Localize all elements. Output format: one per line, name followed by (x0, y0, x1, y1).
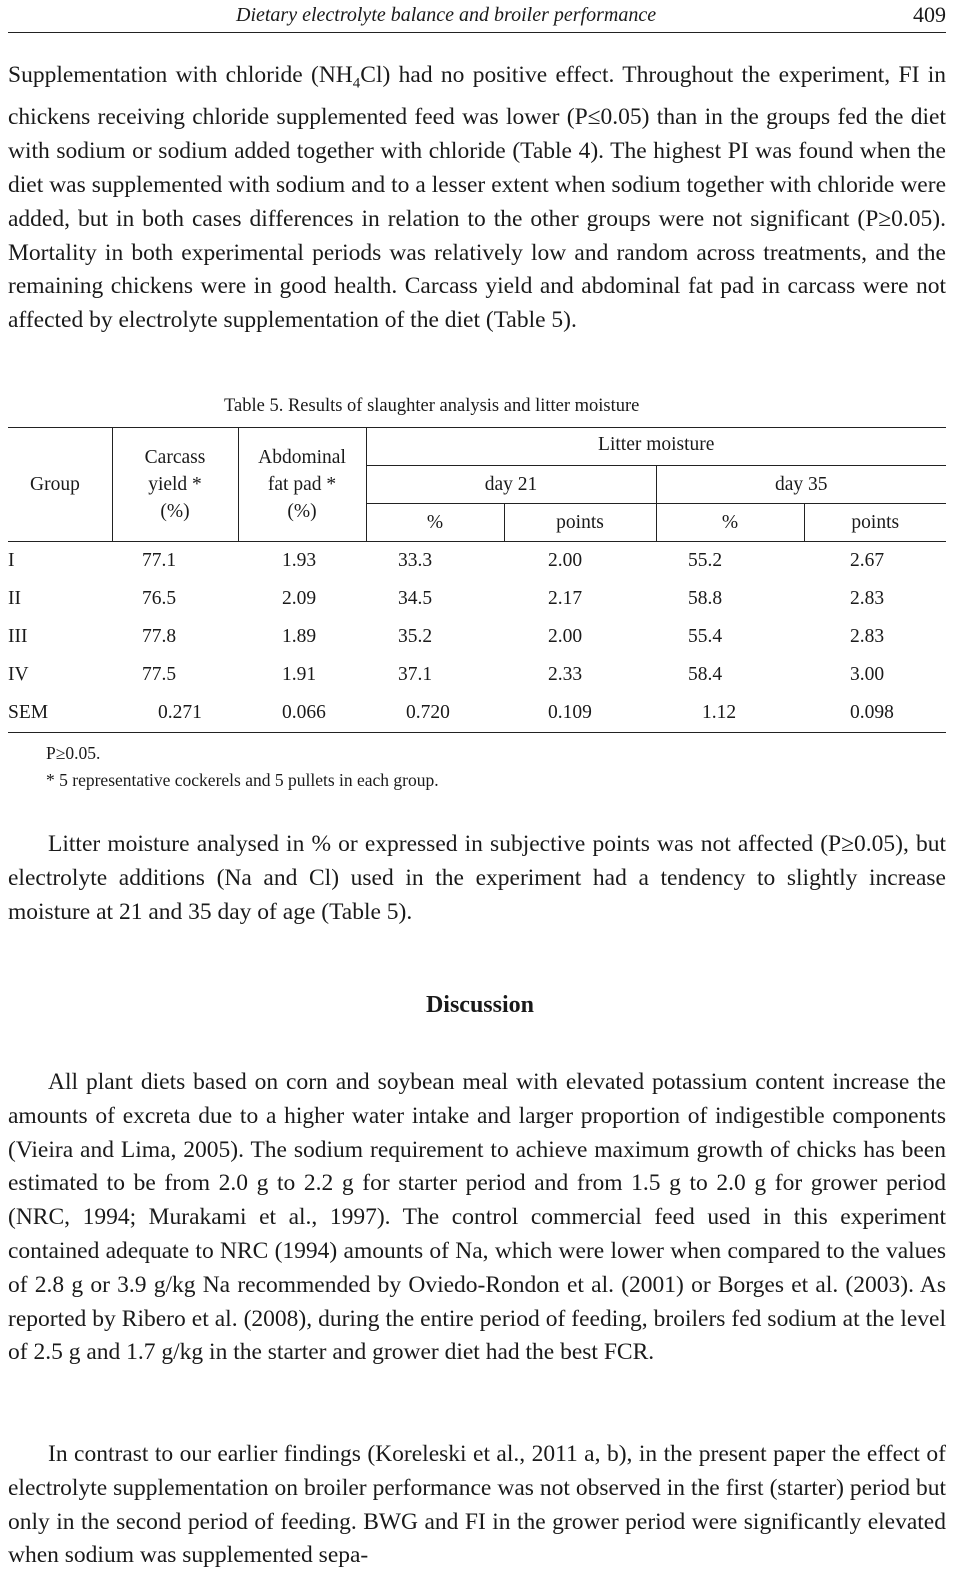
cell-group: II (8, 588, 21, 609)
cell-d21-points: 2.17 (548, 588, 583, 609)
cell-d35-percent: 1.12 (702, 702, 737, 723)
cell-d21-percent: 34.5 (398, 588, 433, 609)
cell-d35-points: 2.83 (850, 588, 885, 609)
cell-d35-points: 0.098 (850, 702, 894, 723)
cell-carcass: 77.5 (142, 664, 177, 685)
header-fat-line1: Abdominal (258, 447, 346, 468)
running-title: Dietary electrolyte balance and broiler performance (236, 4, 657, 26)
cell-group: III (8, 626, 28, 647)
footnote-significance: P≥0.05. (46, 743, 101, 763)
paragraph-litter: Litter moisture analysed in % or expressed in subjective points was not affected (P≥0.05), but electrolyte additions (Na and Cl) used in the experiment had a tendency to slightly increase moisture at 21 and 35 day of age (Table 5). (8, 831, 946, 925)
cell-carcass: 77.1 (142, 550, 177, 571)
cell-d35-points: 2.83 (850, 626, 885, 647)
discussion-paragraph-1: All plant diets based on corn and soybean meal with elevated potassium content increase the amounts of excreta due to a higher water intake and larger proportion of indigestible components (Vieira and Lima, 2005). The sodium requirement to achieve maximum growth of chicks has been estimated to be from 2.0 g to 2.2 g for starter period and from 1.5 g to 2.0 g for grower period (NRC, 1994; Murakami et al., 1997). The control commercial feed used in this experiment contained adequate to NRC (1994) amounts of Na, which were lower when compared to the values of 2.8 g or 3.9 g/kg Na recommended by Oviedo-Rondon et al. (2001) or Borges et al. (2003). As reported by Ribero et al. (2008), during the entire period of feeding, broilers fed sodium at the level of 2.5 g and 1.7 g/kg in the starter and grower diet had the best FCR. (8, 1069, 946, 1366)
cell-carcass: 0.271 (158, 702, 202, 723)
header-day35-percent: % (656, 504, 804, 542)
table-row (8, 618, 946, 656)
cell-d21-points: 0.109 (548, 702, 592, 723)
header-fat-line3: (%) (287, 501, 317, 522)
cell-d35-percent: 55.4 (688, 626, 723, 647)
header-group: Group (8, 428, 112, 542)
results-table (8, 427, 946, 733)
cell-d35-percent: 58.8 (688, 588, 723, 609)
cell-d21-percent: 35.2 (398, 626, 433, 647)
cell-group: SEM (8, 702, 49, 723)
cell-group: I (8, 550, 15, 571)
cell-fat: 1.89 (282, 626, 317, 647)
cell-d35-percent: 58.4 (688, 664, 723, 685)
cell-fat: 1.93 (282, 550, 317, 571)
cell-d21-points: 2.00 (548, 550, 583, 571)
cell-d21-points: 2.33 (548, 664, 583, 685)
header-carcass-line2: yield * (148, 474, 202, 495)
header-day21-percent: % (366, 504, 504, 542)
footnote-sample: * 5 representative cockerels and 5 pullets in each group. (46, 770, 439, 790)
cell-d21-points: 2.00 (548, 626, 583, 647)
cell-fat: 0.066 (282, 702, 326, 723)
cell-group: IV (8, 664, 29, 685)
table-row (8, 580, 946, 618)
discussion-paragraph-2: In contrast to our earlier findings (Koreleski et al., 2011 a, b), in the present paper the effect of electrolyte supplementation on broiler performance was not observed in the first (starter) period but only in the second period of feeding. BWG and FI in the grower period were significantly elevated when sodium was supplemented sepa- (8, 1441, 946, 1569)
cell-carcass: 77.8 (142, 626, 177, 647)
running-header (8, 2, 946, 33)
cell-d21-percent: 0.720 (406, 702, 450, 723)
header-day35-points: points (851, 511, 900, 533)
header-day-21: day 21 (366, 466, 656, 504)
table-row-sem (8, 694, 946, 733)
subscript-4: 4 (352, 75, 361, 92)
table-row (8, 542, 946, 581)
header-carcass-yield (112, 428, 238, 542)
header-day-35: day 35 (656, 466, 946, 504)
cell-fat: 1.91 (282, 664, 317, 685)
paragraph-results-part1: Supplementation with chloride (NH (8, 62, 353, 88)
cell-d35-points: 3.00 (850, 664, 885, 685)
header-carcass-line3: (%) (160, 501, 190, 522)
table-row (8, 656, 946, 694)
section-heading: Discussion (425, 992, 535, 1018)
paragraph-results-part2: Cl) had no positive effect. Throughout the experiment, FI in chickens receiving chloride supplemented feed was lower (P≤0.05) than in the groups fed the diet with sodium or sodium added together with chloride (Table 4). The highest PI was found when the diet was supplemented with sodium and to a lesser extent when sodium together with chloride were added, but in both cases differences in relation to the other groups were not significant (P≥0.05). Mortality in both experimental periods was relatively low and random across treatments, and the remaining chickens were in good health. Carcass yield and abdominal fat pad in carcass were not affected by electrolyte supplementation of the diet (Table 5). (8, 62, 946, 334)
cell-d21-percent: 33.3 (398, 550, 433, 571)
cell-d35-points: 2.67 (850, 550, 885, 571)
table-caption: Table 5. Results of slaughter analysis and litter moisture (224, 396, 640, 416)
cell-fat: 2.09 (282, 588, 317, 609)
page-number: 409 (913, 2, 946, 27)
header-day21-points: points (504, 504, 656, 542)
table-footnotes (46, 740, 439, 794)
cell-carcass: 76.5 (142, 588, 177, 609)
cell-d21-percent: 37.1 (398, 664, 433, 685)
cell-d35-percent: 55.2 (688, 550, 723, 571)
header-carcass-line1: Carcass (144, 447, 206, 468)
paragraph-results (8, 59, 946, 338)
header-fat-line2: fat pad * (267, 474, 337, 495)
header-abdominal-fat (238, 428, 366, 542)
header-litter-moisture: Litter moisture (366, 428, 946, 466)
